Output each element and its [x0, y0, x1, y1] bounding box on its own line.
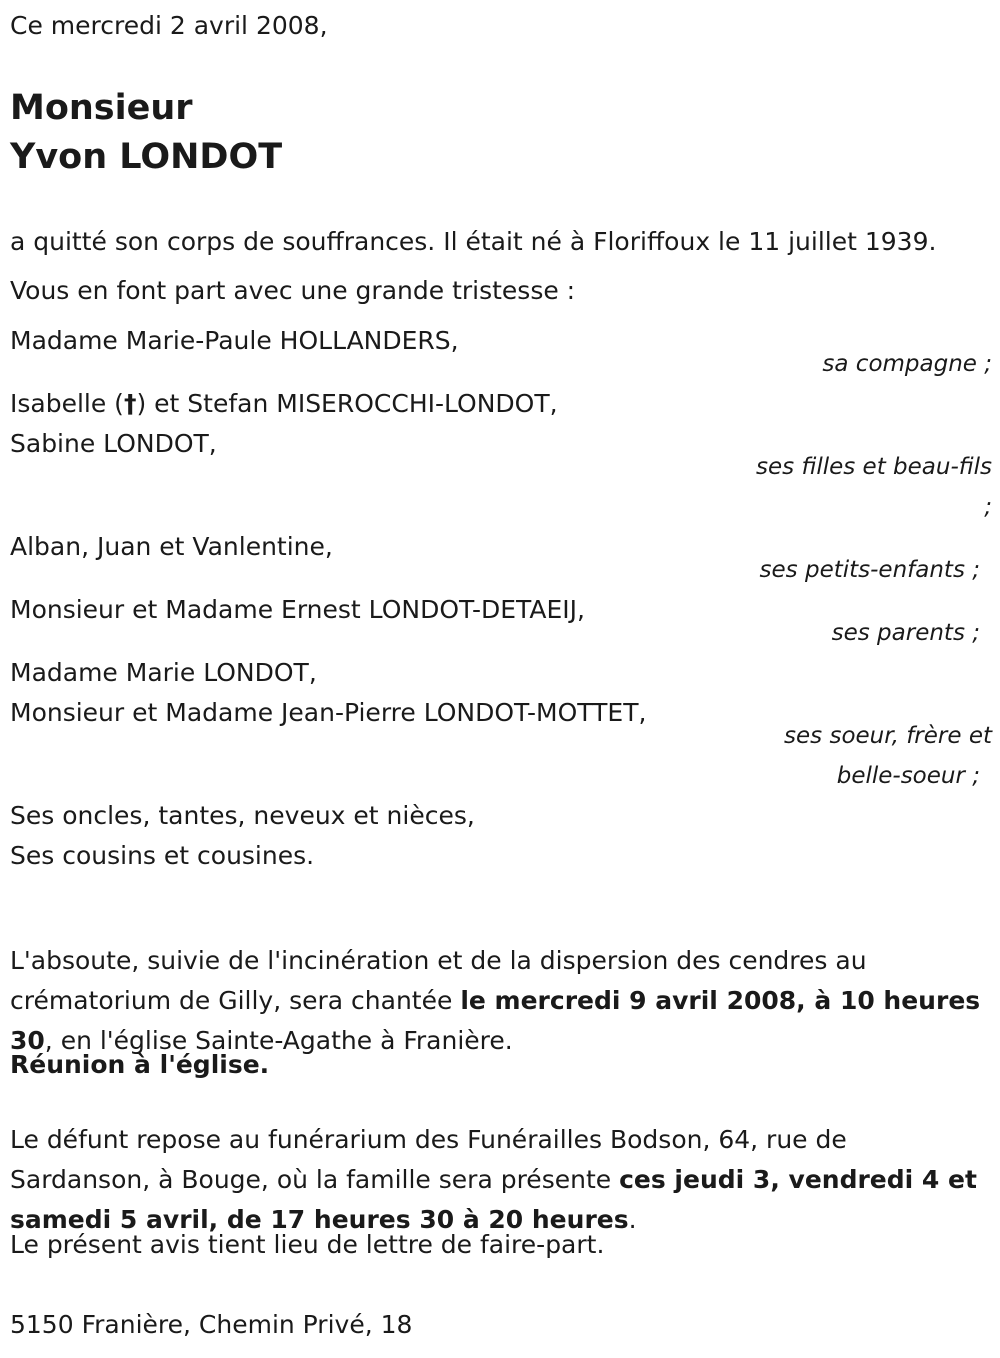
grandchildren-names: Alban, Juan et Vanlentine,: [10, 532, 333, 561]
deceased-name: Yvon LONDOT: [10, 137, 283, 177]
siblings-role: ses soeur, frère et: [784, 723, 992, 749]
visitation-schedule: ces jeudi 3, vendredi 4 et samedi 5 avril, de 17 heures 30 à 20 heures: [10, 1165, 977, 1234]
siblings-line-1: Madame Marie LONDOT,: [10, 658, 317, 687]
daughters-role-end: ;: [984, 494, 992, 520]
parents-names: Monsieur et Madame Ernest LONDOT-DETAEIJ,: [10, 595, 585, 624]
relatives-line-1: Ses oncles, tantes, neveux et nièces,: [10, 801, 475, 830]
visitation-paragraph: [10, 1120, 992, 1240]
address-line: 5150 Franière, Chemin Privé, 18: [10, 1310, 413, 1339]
visitation-end: .: [628, 1205, 637, 1234]
daughters-line-1: [10, 384, 558, 424]
notice-line: Le présent avis tient lieu de lettre de faire-part.: [10, 1230, 605, 1259]
date-line: Ce mercredi 2 avril 2008,: [10, 11, 328, 40]
intro-line: a quitté son corps de souffrances. Il était né à Floriffoux le 11 juillet 1939.: [10, 227, 937, 256]
deceased-name-block: [10, 84, 282, 182]
cross-icon: †: [123, 389, 137, 418]
announcement-line: Vous en font part avec une grande tristesse :: [10, 276, 576, 305]
siblings-role-end: belle-soeur ;: [836, 763, 980, 789]
companion-role: sa compagne ;: [822, 351, 992, 377]
visitation-text: Le défunt repose au funérarium des Funérailles Bodson, 64, rue de Sardanson, à Bouge, où la famille sera présente: [10, 1125, 847, 1194]
companion-name: Madame Marie-Paule HOLLANDERS,: [10, 326, 459, 355]
parents-role: ses parents ;: [831, 620, 980, 646]
grandchildren-role: ses petits-enfants ;: [759, 557, 980, 583]
daughters-text-b: ) et Stefan MISEROCCHI-LONDOT,: [136, 389, 558, 418]
ceremony-datetime: le mercredi 9 avril 2008, à 10 heures 30: [10, 986, 981, 1055]
relatives-line-2: Ses cousins et cousines.: [10, 841, 315, 870]
ceremony-location: , en l'église Sainte-Agathe à Franière.: [44, 1026, 513, 1055]
ceremony-paragraph: [10, 941, 992, 1061]
ceremony-text: L'absoute, suivie de l'incinération et de la dispersion des cendres au crématorium de Gilly, sera chantée: [10, 946, 867, 1015]
daughters-line-2: Sabine LONDOT,: [10, 429, 217, 458]
daughters-text-a: Isabelle (: [10, 389, 124, 418]
daughters-role: ses filles et beau-fils: [756, 454, 992, 480]
deceased-title: Monsieur: [10, 88, 193, 128]
meeting-note: Réunion à l'église.: [10, 1050, 270, 1079]
siblings-line-2: Monsieur et Madame Jean-Pierre LONDOT-MOTTET,: [10, 698, 647, 727]
